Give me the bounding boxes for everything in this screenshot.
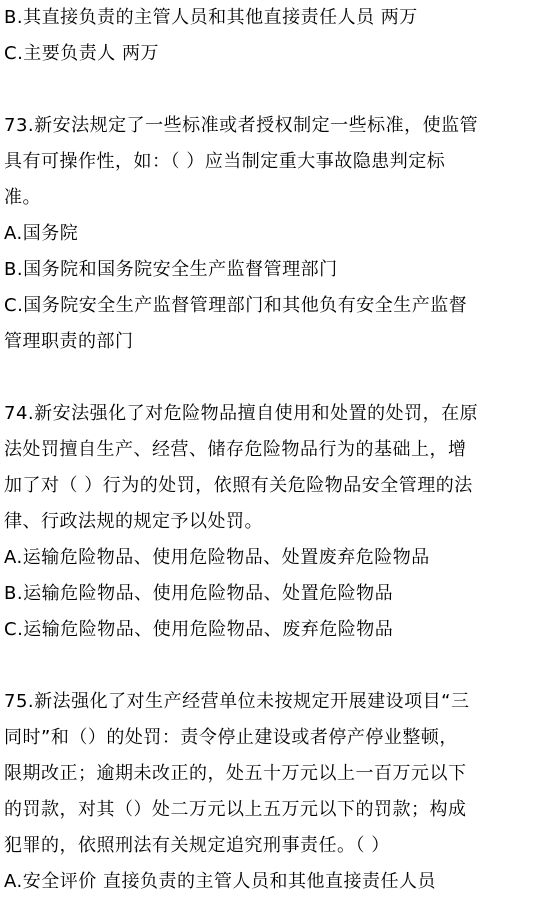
question-73-option-b: B.国务院和国务院安全生产监督管理部门: [4, 259, 338, 280]
question-74-line-4: 律、行政法规的规定予以处罚。: [4, 511, 263, 532]
option-c-line: C.主要负责人 两万: [4, 43, 160, 64]
question-73-option-c-line-2: 管理职责的部门: [4, 331, 134, 352]
question-75-line-4: 的罚款，对其（）处二万元以上五万元以下的罚款；构成: [4, 799, 467, 820]
question-73-line-3: 准。: [4, 187, 41, 208]
question-74-line-2: 法处罚擅自生产、经营、储存危险物品行为的基础上，增: [4, 439, 467, 460]
question-75-line-5: 犯罪的，依照刑法有关规定追究刑事责任。（ ）: [4, 835, 390, 856]
option-b-line: B.其直接负责的主管人员和其他直接责任人员 两万: [4, 7, 418, 28]
question-75-line-1: 75.新法强化了对生产经营单位未按规定开展建设项目“三: [4, 691, 470, 712]
question-74-option-b: B.运输危险物品、使用危险物品、处置危险物品: [4, 583, 394, 604]
blank-line: [4, 360, 541, 396]
question-75-option-a: A.安全评价 直接负责的主管人员和其他直接责任人员: [4, 871, 436, 892]
question-73-line-1: 73.新安法规定了一些标准或者授权制定一些标准，使监管: [4, 115, 479, 136]
blank-line: [4, 72, 541, 108]
question-74-line-1: 74.新安法强化了对危险物品擅自使用和处置的处罚，在原: [4, 403, 479, 424]
question-75-line-3: 限期改正；逾期未改正的，处五十万元以上一百万元以下: [4, 763, 467, 784]
question-74-option-c: C.运输危险物品、使用危险物品、废弃危险物品: [4, 619, 394, 640]
question-73-line-2: 具有可操作性，如：（ ）应当制定重大事故隐患判定标: [4, 151, 446, 172]
question-73-option-c-line-1: C.国务院安全生产监督管理部门和其他负有安全生产监督: [4, 295, 468, 316]
question-75-line-2: 同时”和（）的处罚：责令停止建设或者停产停业整顿，: [4, 727, 458, 748]
blank-line: [4, 648, 541, 684]
question-74-option-a: A.运输危险物品、使用危险物品、处置废弃危险物品: [4, 547, 430, 568]
question-73-option-a: A.国务院: [4, 223, 79, 244]
question-74-line-3: 加了对（ ）行为的处罚，依照有关危险物品安全管理的法: [4, 475, 473, 496]
